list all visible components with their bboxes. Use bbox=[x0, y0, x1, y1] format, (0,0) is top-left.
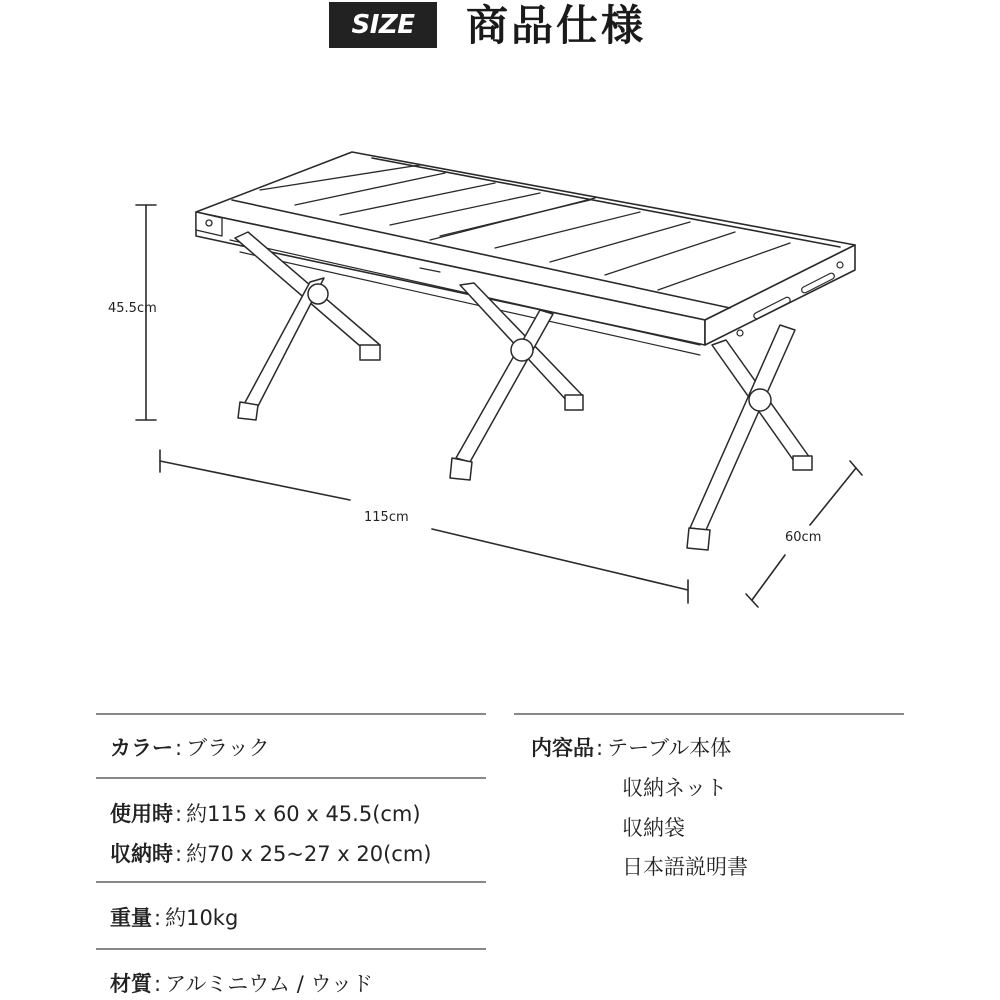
spec-separator: : bbox=[154, 972, 162, 996]
spec-label: 内容品 bbox=[531, 736, 594, 760]
contents-item: 収納袋 bbox=[622, 816, 685, 840]
depth-label: 60cm bbox=[785, 530, 822, 545]
spec-label: 収納時 bbox=[110, 842, 173, 866]
leg-right bbox=[687, 325, 812, 550]
spec-value: 約115 x 60 x 45.5(cm) bbox=[186, 802, 421, 826]
divider bbox=[96, 948, 486, 950]
divider bbox=[514, 713, 904, 715]
spec-separator: : bbox=[154, 906, 162, 930]
spec-contents bbox=[531, 732, 731, 762]
spec-value: ブラック bbox=[186, 736, 270, 760]
contents-item: 日本語説明書 bbox=[622, 855, 748, 879]
width-dimension-line bbox=[160, 450, 688, 603]
contents-item: テーブル本体 bbox=[607, 736, 732, 760]
spec-label: 使用時 bbox=[110, 802, 173, 826]
spec-separator: : bbox=[596, 736, 604, 760]
divider bbox=[96, 713, 486, 715]
height-label: 45.5cm bbox=[108, 301, 157, 316]
spec-label: 重量 bbox=[110, 906, 152, 930]
spec-separator: : bbox=[175, 842, 183, 866]
spec-stored bbox=[110, 838, 432, 868]
spec-value: アルミニウム / ウッド bbox=[165, 972, 374, 996]
spec-value: 約70 x 25~27 x 20(cm) bbox=[186, 842, 432, 866]
spec-in-use bbox=[110, 798, 421, 828]
spec-color bbox=[110, 732, 270, 762]
spec-label: 材質 bbox=[110, 972, 152, 996]
divider bbox=[96, 777, 486, 779]
spec-separator: : bbox=[175, 802, 183, 826]
spec-value: 約10kg bbox=[165, 906, 239, 930]
spec-weight bbox=[110, 902, 238, 932]
spec-material bbox=[110, 968, 373, 998]
size-badge: SIZE bbox=[329, 2, 437, 48]
divider bbox=[96, 881, 486, 883]
spec-separator: : bbox=[175, 736, 183, 760]
spec-section bbox=[0, 700, 1000, 1000]
page-title: 商品仕様 bbox=[466, 1, 647, 50]
contents-item: 収納ネット bbox=[622, 776, 727, 800]
spec-label: カラー bbox=[110, 736, 173, 760]
width-label: 115cm bbox=[364, 510, 409, 525]
